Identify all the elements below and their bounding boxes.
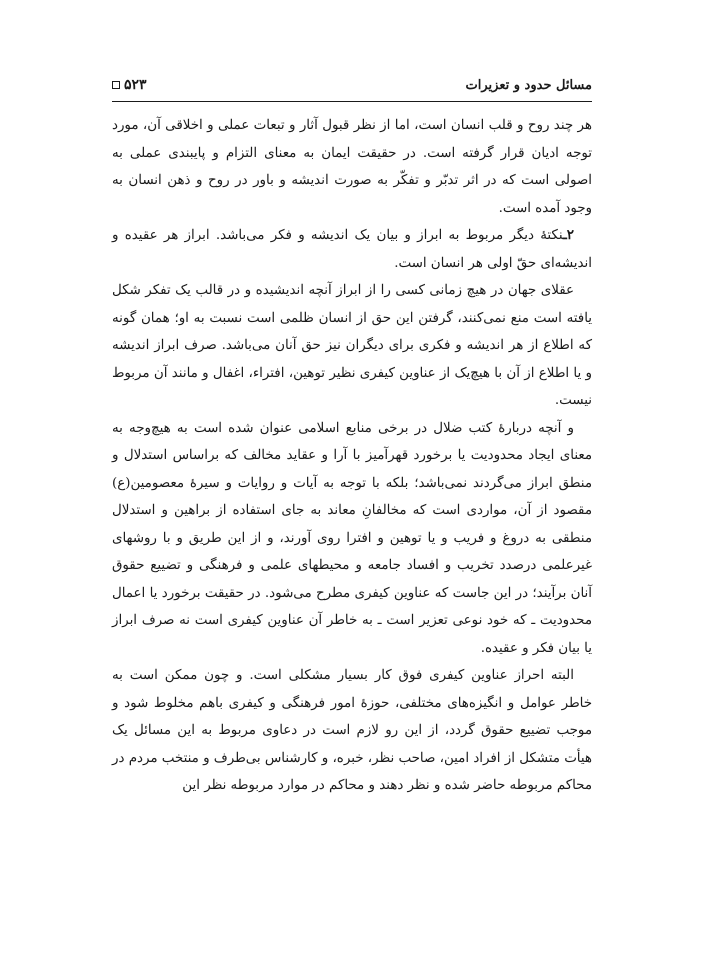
paragraph-text: عقلای جهان در هیچ زمانی کسی را از ابراز آنچه اندیشیده و در قالب یک تفکر شکل یافته است منع نمی‌کنند، گرفتن این حق از انسان ظلمی است نسبت به او؛ همان گونه که اطلاع از هر اندیشه و فکری برای دیگران نیز حق آنان می‌باشد. صرف ابراز اندیشه و یا اطلاع از آن با هیچ‌یک از عناوین کیفری نظیر توهین، افتراء، اغفال و مانند آن مربوط نیست. [112, 283, 592, 408]
header-divider [112, 101, 592, 102]
paragraph [112, 415, 592, 663]
paragraph [112, 277, 592, 415]
page-body [112, 112, 592, 800]
page-number-group [112, 77, 147, 93]
running-title: مسائل حدود و تعزیرات [465, 78, 592, 93]
paragraph [112, 112, 592, 222]
paragraph-text: و آنچه دربارهٔ کتب ضلال در برخی منابع اسلامی عنوان شده است به هیچ‌وجه به معنای ایجاد محدودیت یا برخورد قهرآمیز با آرا و عقاید مخالف که براساس استدلال و منطق ابراز می‌گردند نمی‌باشد؛ بلکه با توجه به آیات و روایات و سیرهٔ معصومین(ع) مقصود از آن، مواردی است که مخالفانِ معاند به جای استفاده از براهین و استدلال منطقی به دروغ و فریب و یا توهین و افترا روی آورند، و از این طریق و با روشهای غیرعلمی درصدد تخریب و افساد جامعه و محیطهای علمی و فرهنگی و تضییع حقوق آنان برآیند؛ در این جاست که عناوین کیفری مطرح می‌شود. در حقیقت برخورد یا اعمال محدودیت ـ که خود نوعی تعزیر است ـ به خاطر آن عناوین کیفری است نه صرف ابراز یا بیان فکر و عقیده. [112, 420, 592, 656]
paragraph-numbered [112, 222, 592, 277]
paragraph [112, 662, 592, 800]
page-header [112, 76, 592, 98]
square-box-icon [112, 81, 120, 89]
paragraph-text: البته احراز عناوین کیفری فوق کار بسیار مشکلی است. و چون ممکن است به خاطر عوامل و انگیزه‌های مختلفی، حوزهٔ امور فرهنگی و کیفری باهم مخلوط شود و موجب تضییع حقوق گردد، از این رو لازم است در دعاوی مربوط به این مسائل یک هیأت متشکل از افراد امین، صاحب نظر، خبره، و کارشناس بی‌طرف و منتخب مردم در محاکم مربوطه حاضر شده و نظر دهند و محاکم در موارد مربوطه نظر این [112, 668, 592, 793]
paragraph-text: هر چند روح و قلب انسان است، اما از نظر قبول آثار و تبعات عملی و اخلاقی آن، مورد توجه ادیان قرار گرفته است. در حقیقت ایمان به معنای التزام و پایبندی عملی به اصولی است که در اثر تدبّر و تفکّر به صورت اندیشه و باور در روح و ذهن انسان به وجود آمده است. [112, 118, 592, 216]
page-number: ۵۲۳ [124, 77, 147, 93]
item-number: ۲ـ [562, 227, 574, 243]
paragraph-text: نکتهٔ دیگر مربوط به ابراز و بیان یک اندیشه و فکر می‌باشد. ابراز هر عقیده و اندیشه‌ای حقّ اولی هر انسان است. [112, 228, 592, 271]
